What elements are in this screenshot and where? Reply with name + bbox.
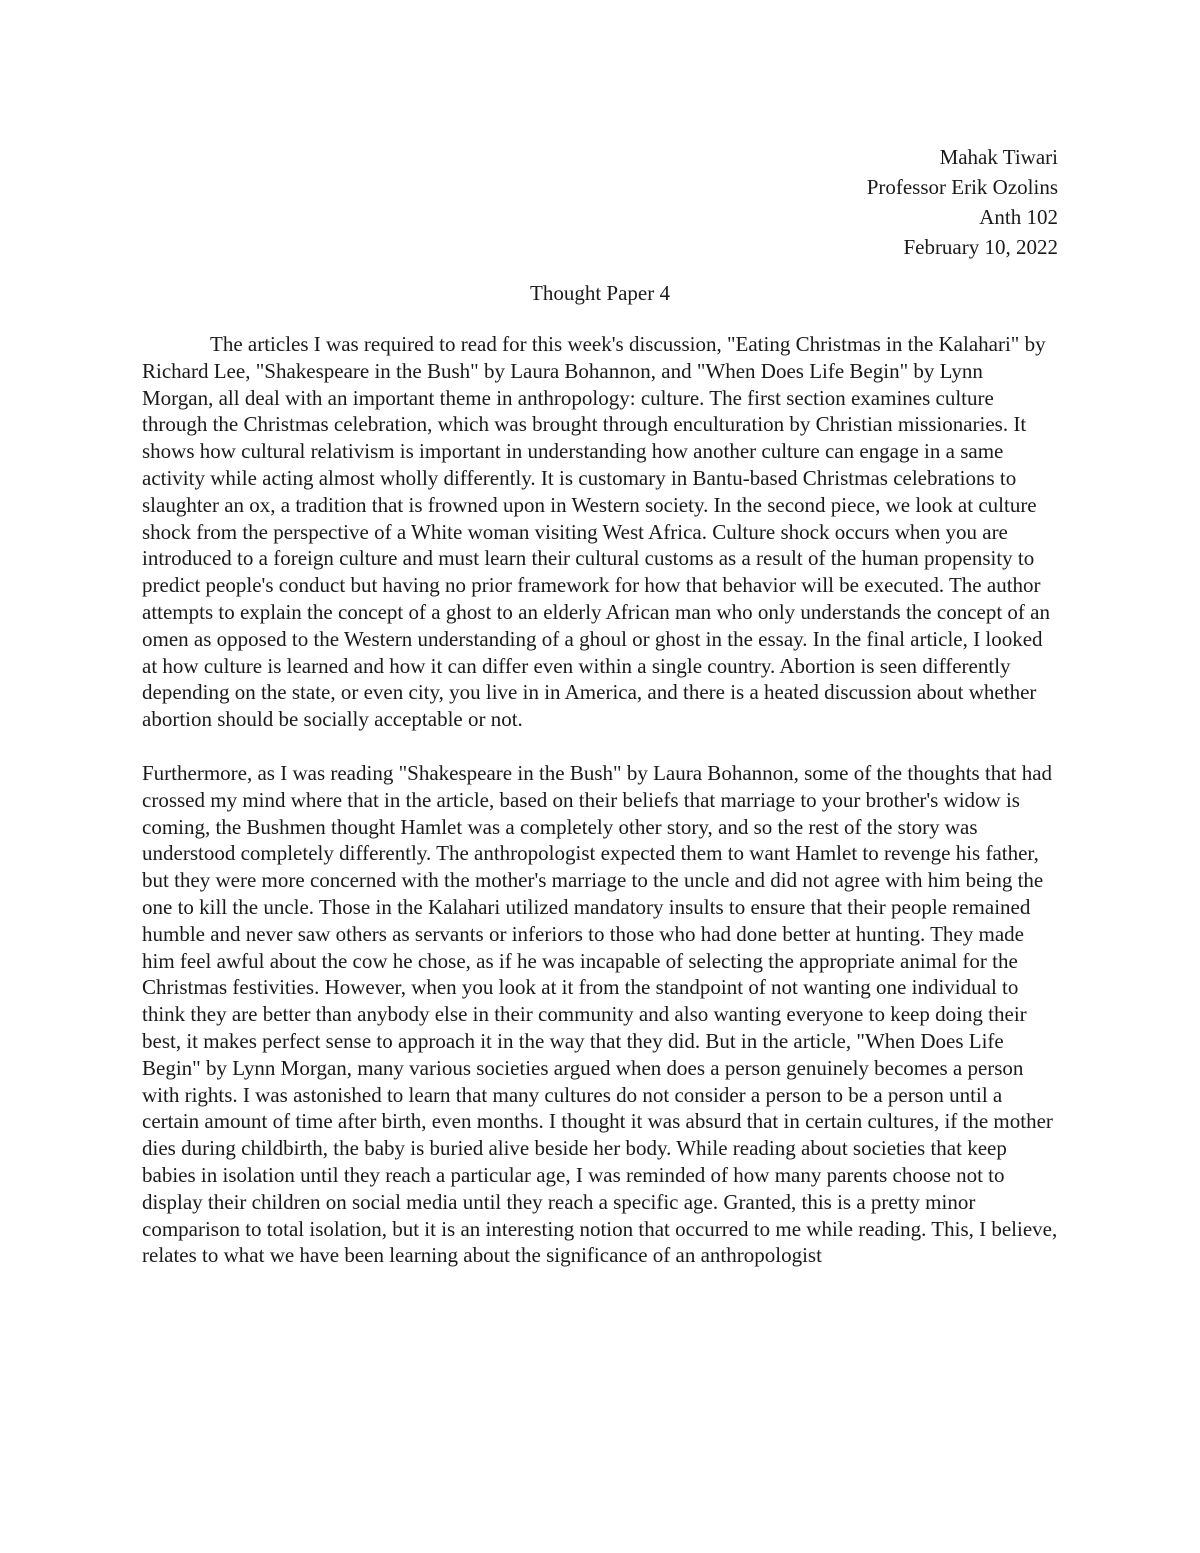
course-name: Anth 102	[979, 205, 1058, 229]
author-name: Mahak Tiwari	[939, 145, 1058, 169]
submission-date: February 10, 2022	[903, 235, 1058, 259]
paper-body	[142, 331, 1058, 1269]
paragraph-1: The articles I was required to read for this week's discussion, "Eating Christmas in the Kalahari" by Richard Lee, "Shakespeare in the Bush" by Laura Bohannon, and "When Does Life Begin" by Lynn Morgan, all deal with an important theme in anthropology: culture. The first section examines culture through the Christmas celebration, which was brought through enculturation by Christian missionaries. It shows how cultural relativism is important in understanding how another culture can engage in a same activity while acting almost wholly differently. It is customary in Bantu-based Christmas celebrations to slaughter an ox, a tradition that is frowned upon in Western society. In the second piece, we look at culture shock from the perspective of a White woman visiting West Africa. Culture shock occurs when you are introduced to a foreign culture and must learn their cultural customs as a result of the human propensity to predict people's conduct but having no prior framework for how that behavior will be executed. The author attempts to explain the concept of a ghost to an elderly African man who only understands the concept of an omen as opposed to the Western understanding of a ghoul or ghost in the essay. In the final article, I looked at how culture is learned and how it can differ even within a single country. Abortion is seen differently depending on the state, or even city, you live in in America, and there is a heated discussion about whether abortion should be socially acceptable or not.	[142, 332, 1050, 732]
author-header	[458, 142, 1058, 262]
paper-title: Thought Paper 4	[530, 281, 670, 305]
paragraph-spacer	[142, 733, 1058, 760]
paragraph-2: Furthermore, as I was reading "Shakespeare in the Bush" by Laura Bohannon, some of the thoughts that had crossed my mind where that in the article, based on their beliefs that marriage to your brother's widow is coming, the Bushmen thought Hamlet was a completely other story, and so the rest of the story was understood completely differently. The anthropologist expected them to want Hamlet to revenge his father, but they were more concerned with the mother's marriage to the uncle and did not agree with him being the one to kill the uncle. Those in the Kalahari utilized mandatory insults to ensure that their people remained humble and never saw others as servants or inferiors to those who had done better at hunting. They made him feel awful about the cow he chose, as if he was incapable of selecting the appropriate animal for the Christmas festivities. However, when you look at it from the standpoint of not wanting one individual to think they are better than anybody else in their community and also wanting everyone to keep doing their best, it makes perfect sense to approach it in the way that they did. But in the article, "When Does Life Begin" by Lynn Morgan, many various societies argued when does a person genuinely becomes a person with rights. I was astonished to learn that many cultures do not consider a person to be a person until a certain amount of time after birth, even months. I thought it was absurd that in certain cultures, if the mother dies during childbirth, the baby is buried alive beside her body. While reading about societies that keep babies in isolation until they reach a particular age, I was reminded of how many parents choose not to display their children on social media until they reach a specific age. Granted, this is a pretty minor comparison to total isolation, but it is an interesting notion that occurred to me while reading. This, I believe, relates to what we have been learning about the significance of an anthropologist	[142, 760, 1058, 1268]
professor-name: Professor Erik Ozolins	[866, 175, 1058, 199]
